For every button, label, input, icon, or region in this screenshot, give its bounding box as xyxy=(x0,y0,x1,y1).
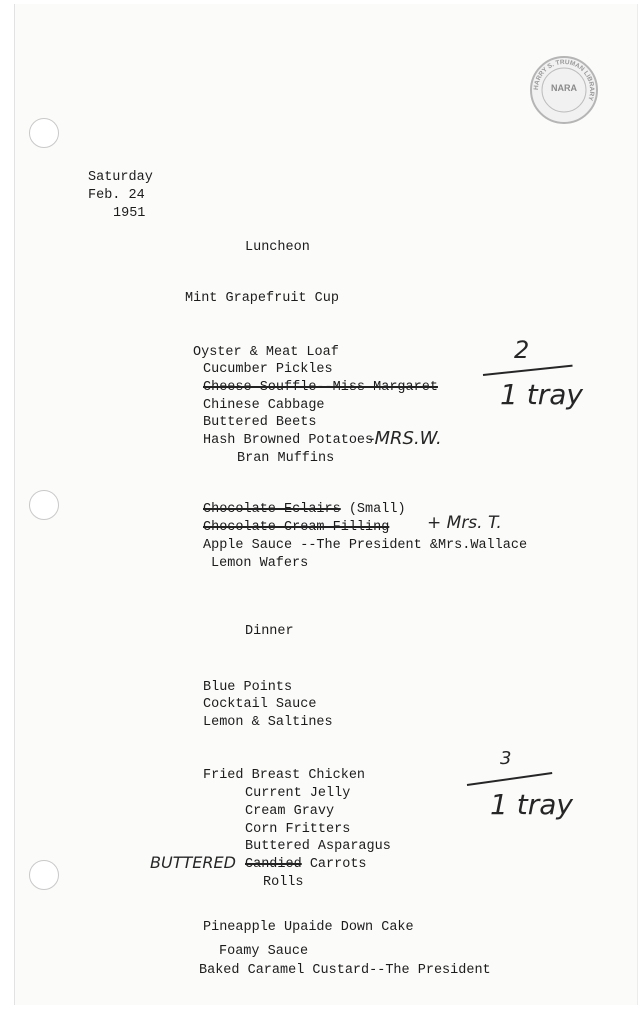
stamp-ring-text: HARRY S. TRUMAN LIBRARY xyxy=(532,58,596,102)
binder-hole-middle xyxy=(29,490,59,520)
luncheon-item: Bran Muffins xyxy=(237,451,335,466)
binder-hole-bottom xyxy=(29,860,59,890)
luncheon-item: Apple Sauce --The President &Mrs.Wallace xyxy=(203,538,528,553)
library-stamp xyxy=(530,56,598,124)
header-day: Saturday xyxy=(88,170,153,185)
dinner-item: Fried Breast Chicken xyxy=(203,768,366,783)
luncheon-heading: Luncheon xyxy=(245,240,310,255)
luncheon-item: Cucumber Pickles xyxy=(203,362,333,377)
eclairs-size: (Small) xyxy=(340,502,406,517)
dinner-buttered-annotation: BUTTERED xyxy=(150,853,236,872)
dinner-item: Corn Fritters xyxy=(245,822,351,837)
luncheon-item: Oyster & Meat Loaf xyxy=(193,345,339,360)
luncheon-item-partially-struck xyxy=(203,502,406,518)
dinner-heading: Dinner xyxy=(245,624,294,639)
dinner-tray-annotation: 1 tray xyxy=(490,788,573,821)
binder-hole-top xyxy=(29,118,59,148)
dinner-item: Cream Gravy xyxy=(245,804,335,819)
luncheon-count-annotation: 2 xyxy=(514,336,530,364)
luncheon-mrs-t-annotation: + Mrs. T. xyxy=(427,513,502,533)
luncheon-item: Hash Browned Potatoes xyxy=(203,433,374,448)
luncheon-item: Lemon Wafers xyxy=(211,556,309,571)
header-year: 1951 xyxy=(113,206,146,221)
dinner-item: Lemon & Saltines xyxy=(203,715,333,730)
luncheon-item-struck: Chocolate Cream Filling xyxy=(203,520,390,535)
struck-eclairs: Chocolate Eclairs xyxy=(203,502,341,517)
dinner-item: Rolls xyxy=(263,875,304,890)
dinner-item-partially-struck xyxy=(245,857,367,873)
dinner-item: Blue Points xyxy=(203,680,293,695)
header-date: Feb. 24 xyxy=(88,188,145,203)
stamp-center-text: NARA xyxy=(551,83,577,93)
dinner-item: Current Jelly xyxy=(245,786,351,801)
carrots-word: Carrots xyxy=(301,857,367,872)
dinner-item: Cocktail Sauce xyxy=(203,697,317,712)
luncheon-tray-annotation: 1 tray xyxy=(500,378,583,411)
dinner-item: Pineapple Upaide Down Cake xyxy=(203,920,414,935)
luncheon-item: Buttered Beets xyxy=(203,415,317,430)
dinner-count-annotation: 3 xyxy=(500,748,512,769)
dinner-item: Buttered Asparagus xyxy=(245,839,391,854)
luncheon-item: Mint Grapefruit Cup xyxy=(185,291,339,306)
dinner-item: Foamy Sauce xyxy=(219,944,309,959)
struck-candied: Candied xyxy=(245,857,302,872)
luncheon-mrs-w-annotation: -MRS.W. xyxy=(368,428,442,449)
luncheon-item: Chinese Cabbage xyxy=(203,398,325,413)
luncheon-item-struck: Cheese Souffle--Miss Margaret xyxy=(203,380,438,395)
dinner-item: Baked Caramel Custard--The President xyxy=(199,963,491,978)
